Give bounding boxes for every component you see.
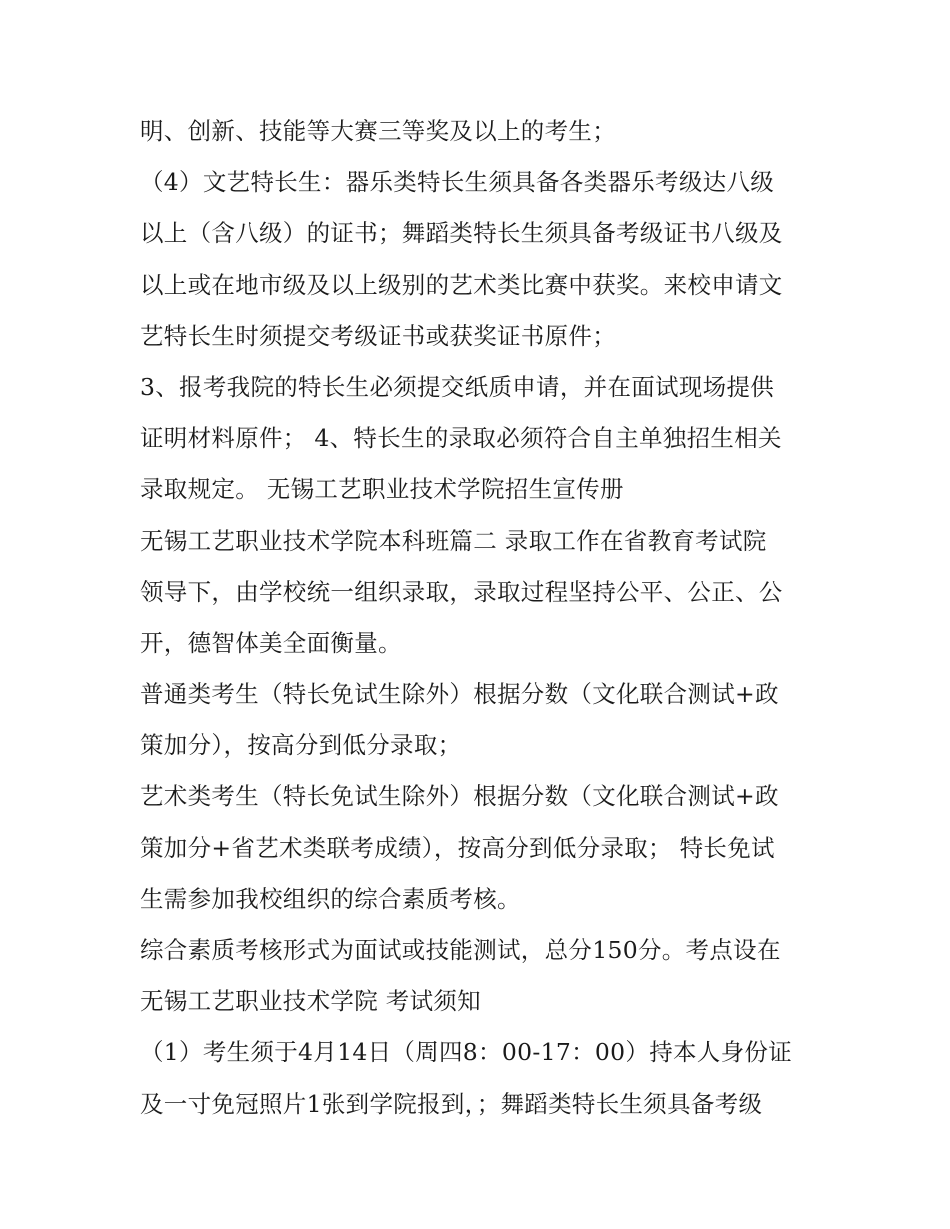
text-line: 录取规定。 无锡工艺职业技术学院招生宣传册 (140, 475, 624, 504)
text-line: 策加分），按高分到低分录取； (140, 731, 462, 760)
text-line: 无锡工艺职业技术学院 考试须知 (140, 987, 481, 1016)
text-line: 无锡工艺职业技术学院本科班篇二 录取工作在省教育考试院 (140, 526, 767, 555)
text-line: 证明材料原件； 4、特长生的录取必须符合自主单独招生相关 (140, 424, 782, 453)
text-line: 生需参加我校组织的综合素质考核。 (140, 884, 521, 913)
text-line: 及一寸免冠照片1张到学院报到，；舞蹈类特长生须具备考级 (140, 1089, 763, 1118)
text-line: 领导下，由学校统一组织录取，录取过程坚持公平、公正、公 (140, 577, 783, 606)
text-line: （1）考生须于4月14日（周四8：00-17：00）持本人身份证 (140, 1038, 793, 1067)
text-line: 艺术类考生（特长免试生除外）根据分数（文化联合测试+政 (140, 782, 779, 811)
text-line: 3、报考我院的特长生必须提交纸质申请，并在面试现场提供 (140, 372, 775, 401)
text-line: 综合素质考核形式为面试或技能测试，总分150分。考点设在 (140, 936, 781, 964)
text-line: 以上（含八级）的证书；舞蹈类特长生须具备考级证书八级及 (140, 219, 783, 248)
document-body (140, 106, 820, 1130)
text-line: 策加分+省艺术类联考成绩），按高分到低分录取； 特长免试 (140, 833, 775, 862)
text-line: 明、创新、技能等大赛三等奖及以上的考生； (140, 117, 616, 145)
text-line: 开，德智体美全面衡量。 (140, 628, 402, 657)
text-line: 以上或在地市级及以上级别的艺术类比赛中获奖。来校申请文 (140, 270, 783, 299)
text-line: （4）文艺特长生：器乐类特长生须具备各类器乐考级达八级 (140, 168, 775, 197)
text-line: 艺特长生时须提交考级证书或获奖证书原件； (140, 321, 616, 350)
text-line: 普通类考生（特长免试生除外）根据分数（文化联合测试+政 (140, 680, 779, 709)
